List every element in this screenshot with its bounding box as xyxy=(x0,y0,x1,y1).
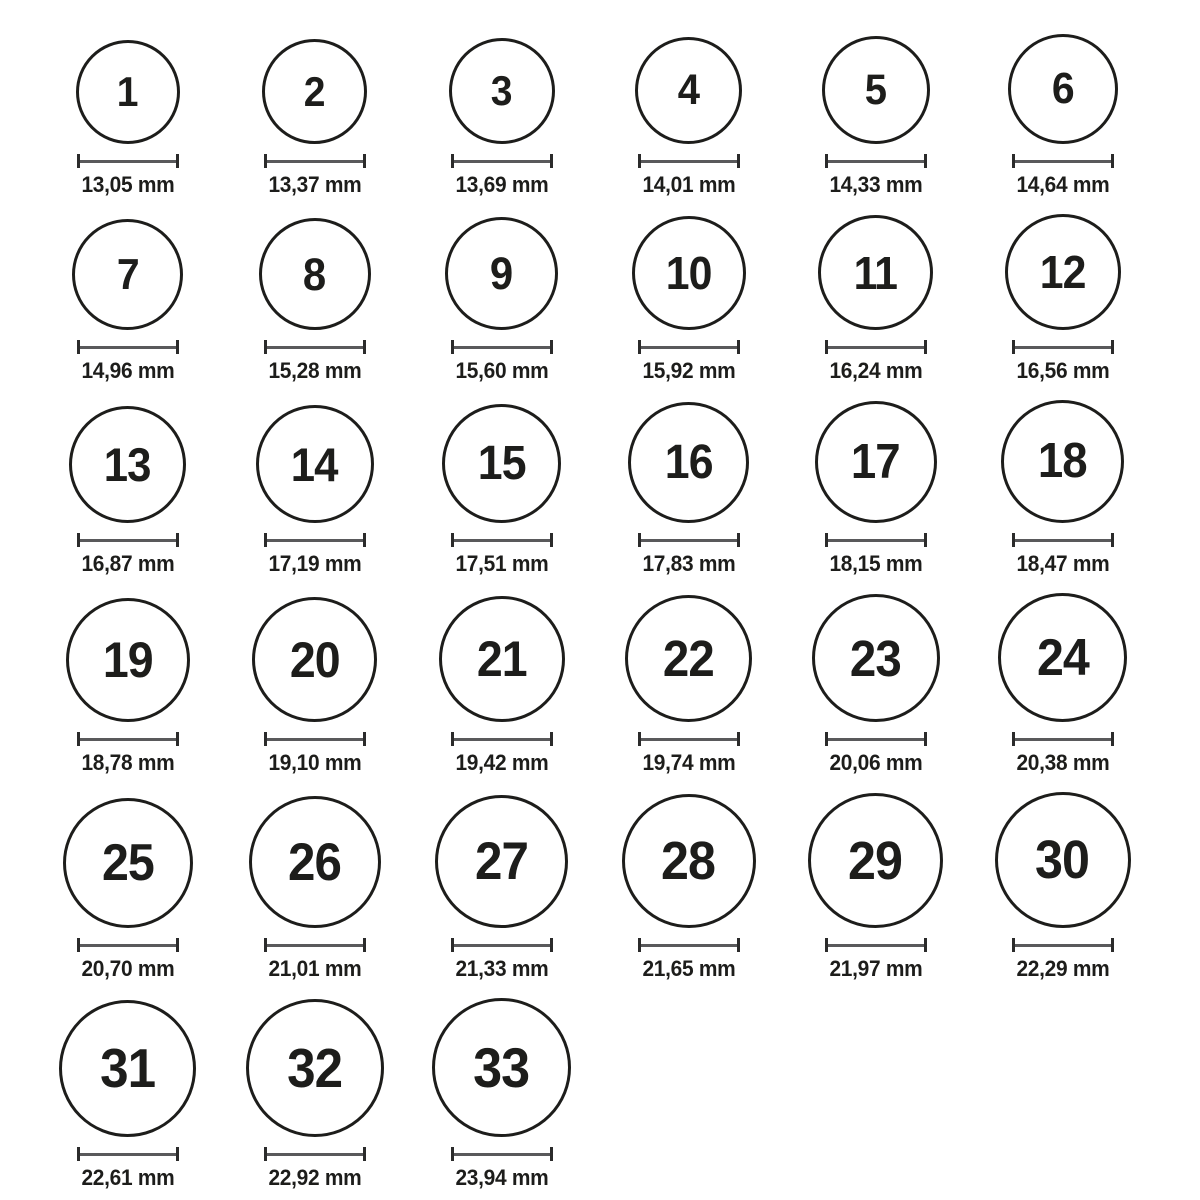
ring-circle xyxy=(259,218,371,330)
ring-size-number: 4 xyxy=(677,66,700,114)
measure-tick-right xyxy=(737,340,740,354)
ring-size-item xyxy=(969,214,1156,384)
ring-size-item xyxy=(408,38,595,198)
ring-size-number: 8 xyxy=(303,248,326,300)
measure-tick-right xyxy=(363,732,366,746)
diameter-measure-line xyxy=(451,533,553,547)
measure-tick-right xyxy=(737,533,740,547)
ring-size-item xyxy=(221,999,408,1191)
ring-diameter-label: 20,38 mm xyxy=(1015,750,1109,775)
measure-tick-right xyxy=(363,938,366,952)
measure-bar xyxy=(828,346,924,349)
ring-circle xyxy=(256,405,374,523)
measure-tick-right xyxy=(924,732,927,746)
ring-circle xyxy=(1005,214,1121,330)
ring-diameter-label: 17,51 mm xyxy=(454,551,548,576)
diameter-measure-line xyxy=(264,732,366,746)
measure-bar xyxy=(267,944,363,947)
diameter-measure-line xyxy=(451,732,553,746)
ring-diameter-label: 22,92 mm xyxy=(267,1165,361,1190)
measure-bar xyxy=(1015,944,1111,947)
ring-size-number: 31 xyxy=(99,1037,156,1099)
measure-tick-right xyxy=(550,154,553,168)
diameter-measure-line xyxy=(77,938,179,952)
measure-tick-right xyxy=(924,154,927,168)
ring-size-item xyxy=(34,219,221,384)
measure-tick-right xyxy=(737,732,740,746)
measure-tick-right xyxy=(550,340,553,354)
measure-tick-right xyxy=(737,938,740,952)
measure-bar xyxy=(267,1153,363,1156)
ring-size-item xyxy=(221,218,408,384)
ring-size-item xyxy=(34,1000,221,1191)
diameter-measure-line xyxy=(825,340,927,354)
diameter-measure-line xyxy=(1012,154,1114,168)
measure-tick-right xyxy=(550,1147,553,1161)
diameter-measure-line xyxy=(451,154,553,168)
measure-bar xyxy=(1015,738,1111,741)
ring-circle xyxy=(69,406,186,523)
ring-size-number: 11 xyxy=(853,246,898,299)
measure-bar xyxy=(80,539,176,542)
ring-circle xyxy=(435,795,568,928)
ring-size-number: 10 xyxy=(665,247,712,299)
diameter-measure-line xyxy=(451,340,553,354)
measure-tick-right xyxy=(1111,732,1114,746)
ring-size-item xyxy=(782,594,969,776)
ring-diameter-label: 18,47 mm xyxy=(1015,551,1109,576)
ring-diameter-label: 19,10 mm xyxy=(267,750,361,775)
ring-circle xyxy=(262,39,367,144)
ring-circle xyxy=(432,998,571,1137)
ring-diameter-label: 18,78 mm xyxy=(80,750,174,775)
ring-size-item xyxy=(969,400,1156,577)
ring-circle xyxy=(995,792,1131,928)
ring-circle xyxy=(635,37,742,144)
measure-bar xyxy=(454,738,550,741)
ring-size-number: 14 xyxy=(291,437,338,491)
ring-size-number: 26 xyxy=(288,832,341,892)
measure-bar xyxy=(828,539,924,542)
ring-size-item xyxy=(34,598,221,776)
ring-circle xyxy=(632,216,746,330)
ring-diameter-label: 21,65 mm xyxy=(641,956,735,981)
diameter-measure-line xyxy=(638,938,740,952)
measure-tick-right xyxy=(550,533,553,547)
chart-row xyxy=(34,792,1200,982)
ring-diameter-label: 13,05 mm xyxy=(80,172,174,197)
ring-circle xyxy=(822,36,930,144)
ring-circle xyxy=(818,215,933,330)
ring-diameter-label: 13,69 mm xyxy=(454,172,548,197)
ring-size-number: 20 xyxy=(289,631,340,688)
measure-tick-right xyxy=(924,938,927,952)
ring-size-number: 9 xyxy=(490,248,513,299)
measure-bar xyxy=(454,539,550,542)
ring-circle xyxy=(63,798,193,928)
diameter-measure-line xyxy=(825,732,927,746)
ring-circle xyxy=(1001,400,1124,523)
chart-row xyxy=(34,214,1200,384)
ring-circle xyxy=(815,401,937,523)
ring-size-item xyxy=(595,595,782,776)
diameter-measure-line xyxy=(451,1147,553,1161)
measure-tick-right xyxy=(176,533,179,547)
measure-bar xyxy=(454,346,550,349)
measure-bar xyxy=(641,346,737,349)
ring-size-number: 6 xyxy=(1051,64,1074,113)
ring-size-item xyxy=(969,34,1156,198)
measure-bar xyxy=(454,944,550,947)
ring-size-item xyxy=(782,36,969,198)
measure-tick-right xyxy=(737,154,740,168)
measure-bar xyxy=(828,160,924,163)
ring-diameter-label: 14,64 mm xyxy=(1015,172,1109,197)
measure-bar xyxy=(454,160,550,163)
ring-size-item xyxy=(221,39,408,198)
ring-circle xyxy=(246,999,384,1137)
diameter-measure-line xyxy=(264,340,366,354)
ring-diameter-label: 21,01 mm xyxy=(267,956,361,981)
diameter-measure-line xyxy=(451,938,553,952)
ring-circle xyxy=(449,38,555,144)
ring-size-item xyxy=(408,596,595,776)
ring-size-number: 22 xyxy=(663,630,714,687)
measure-tick-right xyxy=(550,732,553,746)
ring-size-number: 23 xyxy=(850,629,901,687)
chart-row xyxy=(34,34,1200,198)
ring-circle xyxy=(249,796,381,928)
ring-diameter-label: 19,42 mm xyxy=(454,750,548,775)
ring-diameter-label: 19,74 mm xyxy=(641,750,735,775)
ring-size-number: 27 xyxy=(475,832,528,891)
ring-circle xyxy=(66,598,190,722)
measure-bar xyxy=(641,738,737,741)
ring-size-number: 13 xyxy=(104,438,151,491)
ring-size-item xyxy=(221,405,408,577)
diameter-measure-line xyxy=(825,533,927,547)
ring-size-number: 17 xyxy=(851,434,900,489)
measure-tick-right xyxy=(363,154,366,168)
diameter-measure-line xyxy=(1012,938,1114,952)
ring-diameter-label: 17,83 mm xyxy=(641,551,735,576)
measure-tick-right xyxy=(1111,154,1114,168)
diameter-measure-line xyxy=(77,533,179,547)
measure-bar xyxy=(80,1153,176,1156)
ring-size-item xyxy=(34,40,221,198)
ring-diameter-label: 18,15 mm xyxy=(828,551,922,576)
ring-size-number: 15 xyxy=(477,436,526,490)
ring-diameter-label: 15,28 mm xyxy=(267,358,361,383)
ring-circle xyxy=(252,597,377,722)
diameter-measure-line xyxy=(1012,732,1114,746)
measure-bar xyxy=(1015,160,1111,163)
measure-tick-right xyxy=(1111,533,1114,547)
ring-size-number: 30 xyxy=(1035,830,1090,890)
diameter-measure-line xyxy=(77,1147,179,1161)
ring-size-item xyxy=(595,37,782,198)
measure-bar xyxy=(828,944,924,947)
ring-diameter-label: 16,87 mm xyxy=(80,551,174,576)
ring-diameter-label: 22,29 mm xyxy=(1015,956,1109,981)
measure-bar xyxy=(1015,346,1111,349)
ring-diameter-label: 15,60 mm xyxy=(454,358,548,383)
diameter-measure-line xyxy=(638,533,740,547)
measure-bar xyxy=(641,944,737,947)
measure-bar xyxy=(80,346,176,349)
measure-bar xyxy=(267,346,363,349)
ring-diameter-label: 20,70 mm xyxy=(80,956,174,981)
ring-diameter-label: 22,61 mm xyxy=(80,1165,174,1190)
ring-size-item xyxy=(408,795,595,982)
ring-size-number: 21 xyxy=(476,631,527,687)
diameter-measure-line xyxy=(77,732,179,746)
measure-bar xyxy=(828,738,924,741)
measure-bar xyxy=(267,160,363,163)
diameter-measure-line xyxy=(638,732,740,746)
ring-size-number: 2 xyxy=(304,67,325,115)
ring-size-item xyxy=(969,593,1156,776)
ring-circle xyxy=(998,593,1127,722)
measure-bar xyxy=(267,539,363,542)
measure-tick-right xyxy=(176,1147,179,1161)
ring-circle xyxy=(442,404,561,523)
ring-size-item xyxy=(969,792,1156,982)
ring-size-number: 19 xyxy=(102,632,153,688)
ring-circle xyxy=(622,794,756,928)
measure-tick-right xyxy=(1111,938,1114,952)
diameter-measure-line xyxy=(1012,340,1114,354)
ring-size-number: 32 xyxy=(286,1036,343,1099)
measure-bar xyxy=(1015,539,1111,542)
ring-circle xyxy=(1008,34,1118,144)
ring-diameter-label: 14,96 mm xyxy=(80,358,174,383)
ring-diameter-label: 16,56 mm xyxy=(1015,358,1109,383)
ring-circle xyxy=(628,402,749,523)
ring-size-number: 33 xyxy=(473,1035,530,1099)
diameter-measure-line xyxy=(77,154,179,168)
ring-circle xyxy=(439,596,565,722)
ring-size-number: 24 xyxy=(1036,628,1089,687)
measure-bar xyxy=(80,160,176,163)
diameter-measure-line xyxy=(264,1147,366,1161)
ring-size-item xyxy=(408,217,595,384)
ring-size-item xyxy=(34,406,221,577)
ring-circle xyxy=(812,594,940,722)
diameter-measure-line xyxy=(77,340,179,354)
measure-bar xyxy=(267,738,363,741)
ring-size-number: 29 xyxy=(848,830,903,891)
ring-size-number: 18 xyxy=(1038,434,1087,488)
ring-size-number: 5 xyxy=(864,65,887,114)
measure-tick-right xyxy=(363,340,366,354)
ring-size-number: 28 xyxy=(661,831,716,891)
measure-bar xyxy=(80,738,176,741)
ring-size-item xyxy=(782,401,969,577)
ring-size-item xyxy=(221,597,408,776)
measure-tick-right xyxy=(363,1147,366,1161)
diameter-measure-line xyxy=(1012,533,1114,547)
measure-tick-right xyxy=(176,938,179,952)
ring-diameter-label: 17,19 mm xyxy=(267,551,361,576)
measure-tick-right xyxy=(1111,340,1114,354)
ring-diameter-label: 13,37 mm xyxy=(267,172,361,197)
ring-size-number: 25 xyxy=(101,834,154,892)
chart-row xyxy=(34,998,1200,1191)
ring-size-number: 1 xyxy=(117,68,138,115)
ring-size-item xyxy=(408,404,595,577)
measure-tick-right xyxy=(176,732,179,746)
ring-size-number: 7 xyxy=(116,249,139,299)
ring-circle xyxy=(72,219,183,330)
measure-bar xyxy=(641,539,737,542)
ring-circle xyxy=(808,793,943,928)
ring-size-number: 12 xyxy=(1039,246,1086,298)
ring-diameter-label: 16,24 mm xyxy=(828,358,922,383)
diameter-measure-line xyxy=(825,938,927,952)
diameter-measure-line xyxy=(264,154,366,168)
ring-diameter-label: 21,33 mm xyxy=(454,956,548,981)
measure-tick-right xyxy=(924,533,927,547)
diameter-measure-line xyxy=(638,154,740,168)
ring-circle xyxy=(59,1000,196,1137)
measure-bar xyxy=(641,160,737,163)
diameter-measure-line xyxy=(825,154,927,168)
measure-bar xyxy=(454,1153,550,1156)
ring-size-item xyxy=(782,215,969,384)
ring-circle xyxy=(76,40,180,144)
chart-row xyxy=(34,593,1200,776)
diameter-measure-line xyxy=(264,533,366,547)
measure-tick-right xyxy=(176,340,179,354)
ring-size-item xyxy=(595,402,782,577)
ring-size-number: 16 xyxy=(664,435,713,489)
ring-diameter-label: 20,06 mm xyxy=(828,750,922,775)
ring-size-item xyxy=(221,796,408,982)
ring-size-item xyxy=(595,216,782,384)
ring-size-number: 3 xyxy=(491,67,512,114)
measure-bar xyxy=(80,944,176,947)
ring-diameter-label: 23,94 mm xyxy=(454,1165,548,1190)
measure-tick-right xyxy=(924,340,927,354)
ring-diameter-label: 14,33 mm xyxy=(828,172,922,197)
ring-size-item xyxy=(595,794,782,982)
diameter-measure-line xyxy=(264,938,366,952)
ring-size-item xyxy=(782,793,969,982)
ring-diameter-label: 14,01 mm xyxy=(641,172,735,197)
ring-diameter-label: 21,97 mm xyxy=(828,956,922,981)
ring-circle xyxy=(625,595,752,722)
ring-size-item xyxy=(408,998,595,1191)
ring-size-item xyxy=(34,798,221,982)
measure-tick-right xyxy=(363,533,366,547)
ring-diameter-label: 15,92 mm xyxy=(641,358,735,383)
measure-tick-right xyxy=(550,938,553,952)
diameter-measure-line xyxy=(638,340,740,354)
chart-row xyxy=(34,400,1200,577)
ring-circle xyxy=(445,217,558,330)
measure-tick-right xyxy=(176,154,179,168)
